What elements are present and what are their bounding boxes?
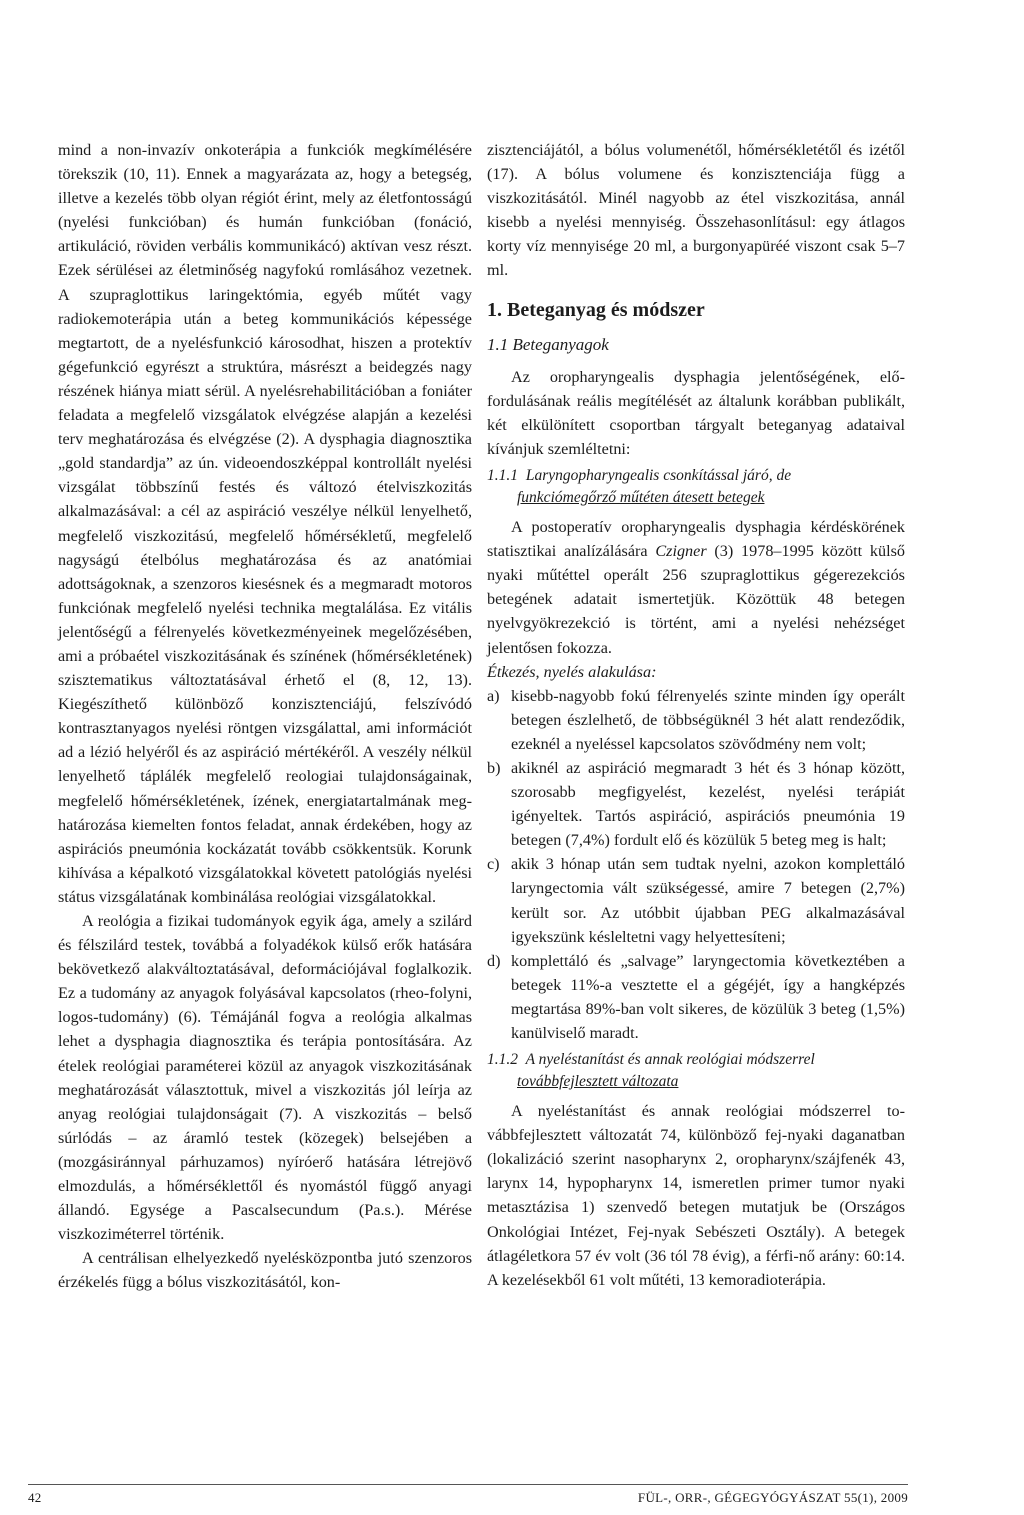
list-marker: c) [487, 855, 500, 874]
list-item-text: akiknél az aspiráció megmaradt 3 hét és 3 hónap között, szorosabb megfigyelést, kezelést, nyelési terápiát igényeltek. Tartós aspiráció, aspirációs pneumónia 19 betegen (7,4%) fordult elő és közülük 5 beteg meg is halt; [511, 758, 905, 850]
list-marker: a) [487, 686, 500, 705]
paragraph: Az oropharyngealis dysphagia jelentőségének, előfordulásának reális megítélését az általunk korábban publikált, két elkülönített csoportban tárgyalt beteganyag adataival kívánjuk szemléltetni: [487, 367, 905, 458]
heading-number: 1.1.1 [487, 467, 518, 485]
text-run: A postoperatív oropharyngealis dysphagia kérdéskörének statisztikai analízálására [487, 518, 905, 561]
subsubsection-heading [487, 1049, 905, 1093]
paragraph: A reológia a fizikai tudományok egyik ága, amely a szilárd és félszilárd testek, továbbá a folyadékok külső erők hatására bekövetkező alakváltoztatásával, deformációjával foglalkozik. Ez a tudomány az anyagok folyásával kapcsolatos (rheo-folyni, logos-tudomány) (6). Témájánál fogva a reológia alkalmas lehet a dysphagia diagnosztika és terápia pontosítására. Az ételek reológiai paraméterei közül az anyagok viszkozitásának meghatározását választottuk, mivel a viszkozitás jól leírja az anyag reológiai tulajdonságait (7). A viszkozitás – belső súrlódás – az áramló testek (közegek) belsejében a (mozgásiránnyal párhuzamos) nyíróerő hatására létrejövő elmozdulás, a hőmérséklettől és nyomástól függő anyagi állandó. Egysége a Pascalsecundum (Pa.s.). Mérése viszkoziméterrel történik. [58, 912, 472, 1244]
findings-list [487, 684, 905, 1045]
heading-line: továbbfejlesztett változata [517, 1073, 679, 1091]
list-marker: b) [487, 758, 501, 777]
paragraph: A nyeléstanítást és annak reológiai módszerrel továbbfejlesztett változatát 74, különböző fej-nyaki daganatban (lokalizáció szerint nasopharynx 2, oropharynx/szájfenék 43, larynx 14, hypopharynx 14, ismeretlen primer tumor nyaki metasztázisa 1) szenvedő betegen mutatjuk be (Országos Onkológiai Intézet, Fej-nyak Sebészeti Osztály). A betegek átlagéletkora 57 év volt (36 tól 78 évig), a férfi-nő arány: 60:14. A kezelésekből 61 volt műtéti, 13 kemoradioterápia. [487, 1102, 905, 1289]
text-run: (3) 1978–1995 között külső nyaki műtéttel operált 256 szupraglottikus gégerezekciós betegének adatait ismertetjük. Közöttük 48 betegen nyelvgyökrezekció is történt, ami a nyelési nehézséget jelentősen fokozza. [487, 542, 905, 657]
paragraph: mind a non-invazív onkoterápia a funkciók megkímélésére törekszik (10, 11). Ennek a magyarázata az, hogy a betegség, illetve a kezelés több olyan régiót érint, mely az életfontosságú (nyelési funkcióban) és humán funkcióban (fonáció, artikuláció, röviden verbális kommunikácó) aktívan vesz részt. Ezek sérülései az életminőség nagyfokú romlásához vezetnek. A szupraglottikus laringektómia, egyéb műtét vagy radiokemoterápia után a beteg kommunikációs képessége megtartott, de a nyelésfunkció károsodhat, hiszen a protektív gégefunkció egyrészt a struktúra, másrészt a beidegzés nagy részének hiánya miatt sérül. A nyelésrehabilitációban a foniáter feladata a megfelelő vizsgálatok elvégzése alapján a kezelési terv meghatározása és elvégzése (2). A dysphagia diagnosztika „gold standardja” az ún. videoendoszképpal kontrollált nyelési vizsgálat többszínű festés és változó ételviszkozitás alkalmazásával: a cél az aspiráció veszélye nélkül lenyelhető, megfelelő viszkozitású, megfelelő hőmérsékletű, megfelelő nagyságú ételbólus meghatározása és az anatómiai adottságoknak, a szenzoros kiesésnek és a megmaradt motoros funkciónak megfelelő nyelési technika megtalálása. Ez vitális jelentőségű a félrenyelés következményeinek megelőzésében, ami a próbaétel viszkozitásának és színének (hőmérsékletének) szisztematikus változtatásával érhető el (8, 12, 13). Kiegészíthető különböző konzisztenciájú, felszívódó kontrasztanyagos nyelési röntgen vizsgálattal, ami információt ad a lézió helyéről és az aspiráció mértékéről. A veszély nélkül lenyelhető táplálék megfelelő reologiai tulajdonságainak, megfelelő hőmérsékletének, ízének, energiatartalmának meghatározása kiemelten fontos feladat, annak érdekében, hogy az aspirációs pneumónia kockázatát tovább csökkentsük. Korunk kihívása a képalkotó vizsgálatokkal követett patológiás nyelési státus vizsgálatának kombinálása reológiai vizsgálatokkal. [58, 141, 472, 906]
section-heading: 1. Beteganyag és módszer [487, 298, 705, 321]
journal-citation: FÜL-, ORR-, GÉGEGYÓGYÁSZAT 55(1), 2009 [637, 1490, 908, 1505]
heading-number: 1.1.2 [487, 1051, 518, 1069]
heading-line: Laryngopharyngealis csonkítással járó, de [525, 467, 792, 485]
subsubsection-heading [487, 465, 905, 509]
list-item [487, 949, 905, 1045]
list-marker: d) [487, 951, 501, 970]
list-item-text: akik 3 hónap után sem tudtak nyelni, azokon komplettáló laryngectomia vált szükségessé, amire 7 betegen (2,7%) került sor. Az utóbbit újabban PEG alkalmazásával igyekszünk késleltetni vagy helyettesíteni; [511, 855, 905, 946]
list-item [487, 684, 905, 756]
left-column [58, 138, 472, 1295]
author-name: Czigner [655, 542, 707, 561]
right-column [487, 138, 905, 1292]
list-item [487, 852, 905, 948]
run-in-heading: Étkezés, nyelés alakulása: [487, 662, 657, 681]
paragraph: zisztenciájától, a bólus volumenétől, hőmérsékletétől és izétől (17). A bólus volumene és konzisztenciája függ a viszkozitásától. Minél nagyobb az étel viszkozitása, annál kisebb a nyelési mennyiség. Összehasonlításul: egy átlagos korty víz mennyisége 20 ml, a burgonyapüréé viszont csak 5–7 ml. [487, 141, 905, 280]
list-item [487, 756, 905, 852]
paragraph: A centrálisan elhelyezkedő nyelésközpontba jutó szenzoros érzékelés függ a bólus viszkozitásától, kon- [58, 1249, 472, 1292]
page-number: 42 [28, 1490, 42, 1505]
footer-rule [28, 1484, 908, 1485]
heading-line: A nyeléstanítást és annak reológiai módszerrel [525, 1051, 815, 1069]
list-item-text: kisebb-nagyobb fokú félrenyelés szinte minden így operált betegen észlelhető, de többségüknél 3 hét alatt rendeződik, ezeknél a nyeléssel kapcsolatos szövődmény nem volt; [511, 686, 905, 753]
list-item-text: komplettáló és „salvage” laryngectomia következtében a betegek 11%-a vesztette el a gégéjét, így a hangképzés megtartása 89%-ban volt sikeres, de közülük 3 beteg (1,5%) kanülviselő maradt. [511, 951, 905, 1042]
paragraph [487, 515, 905, 660]
subsection-heading: 1.1 Beteganyagok [487, 334, 609, 354]
heading-line: funkciómegőrző műtéten átesett betegek [517, 489, 765, 507]
